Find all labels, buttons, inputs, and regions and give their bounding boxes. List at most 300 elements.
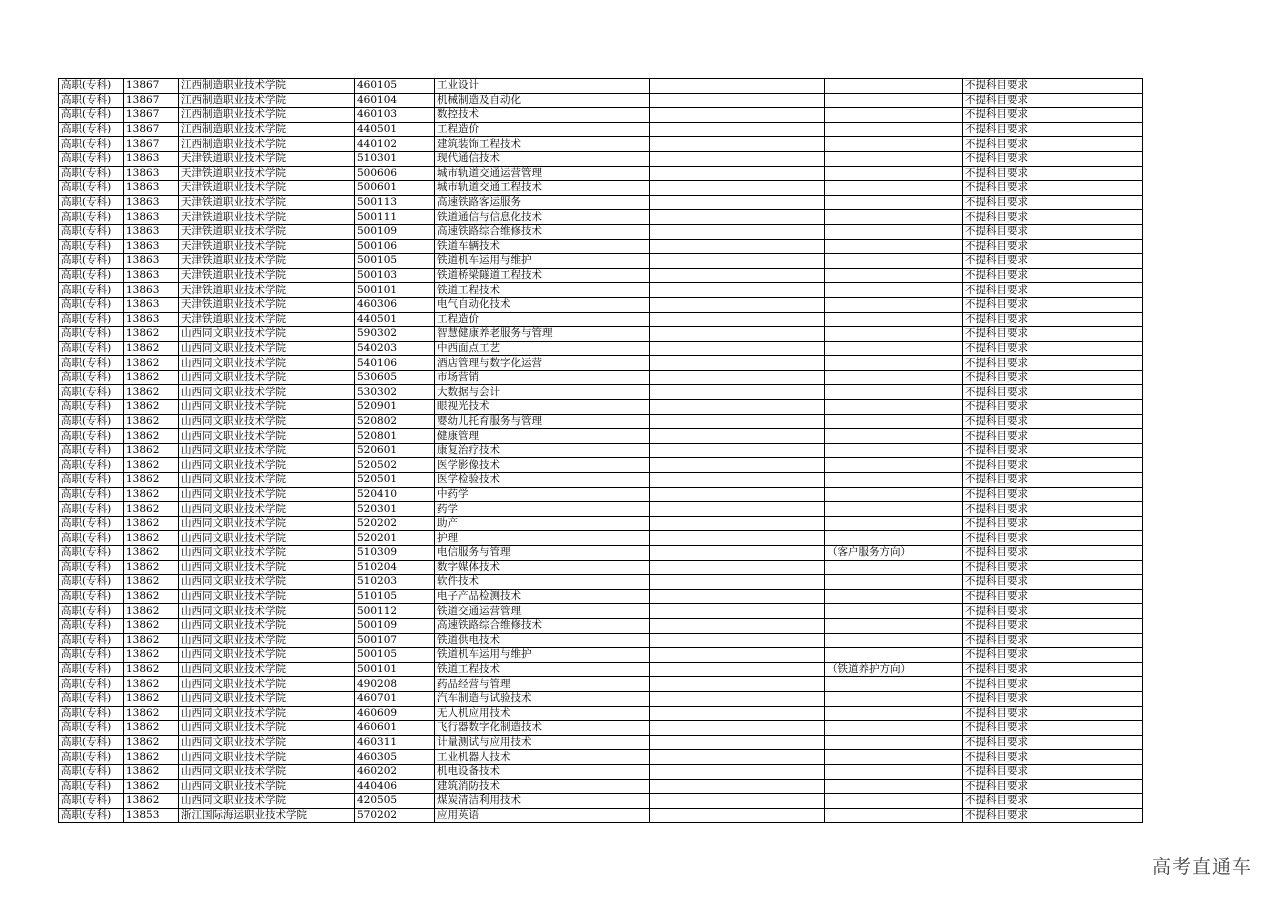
direction-cell bbox=[825, 604, 963, 619]
major-name-cell: 现代通信技术 bbox=[435, 151, 650, 166]
subject-requirement-cell: 不提科目要求 bbox=[963, 458, 1143, 473]
level-cell: 高职(专科) bbox=[59, 79, 124, 94]
direction-cell bbox=[825, 414, 963, 429]
major-name-cell: 铁道工程技术 bbox=[435, 662, 650, 677]
table-row bbox=[59, 779, 1143, 794]
school-name-cell: 山西同文职业技术学院 bbox=[179, 662, 355, 677]
school-code-cell: 13862 bbox=[124, 546, 179, 561]
major-name-cell: 中药学 bbox=[435, 487, 650, 502]
subject-requirement-cell: 不提科目要求 bbox=[963, 546, 1143, 561]
major-code-cell: 460306 bbox=[355, 297, 435, 312]
school-code-cell: 13863 bbox=[124, 312, 179, 327]
major-code-cell: 500105 bbox=[355, 648, 435, 663]
direction-cell bbox=[825, 735, 963, 750]
level-cell: 高职(专科) bbox=[59, 560, 124, 575]
note-cell bbox=[650, 575, 825, 590]
major-name-cell: 高速铁路客运服务 bbox=[435, 195, 650, 210]
major-name-cell: 酒店管理与数字化运营 bbox=[435, 356, 650, 371]
subject-requirement-cell: 不提科目要求 bbox=[963, 677, 1143, 692]
school-name-cell: 山西同文职业技术学院 bbox=[179, 356, 355, 371]
school-name-cell: 天津铁道职业技术学院 bbox=[179, 224, 355, 239]
major-code-cell: 490208 bbox=[355, 677, 435, 692]
major-name-cell: 药学 bbox=[435, 502, 650, 517]
major-code-cell: 500109 bbox=[355, 618, 435, 633]
subject-requirement-cell: 不提科目要求 bbox=[963, 589, 1143, 604]
major-code-cell: 500112 bbox=[355, 604, 435, 619]
school-name-cell: 江西制造职业技术学院 bbox=[179, 122, 355, 137]
note-cell bbox=[650, 210, 825, 225]
direction-cell bbox=[825, 473, 963, 488]
table-row bbox=[59, 473, 1143, 488]
note-cell bbox=[650, 458, 825, 473]
watermark-text: 高考直通车 bbox=[1151, 856, 1252, 878]
level-cell: 高职(专科) bbox=[59, 210, 124, 225]
major-name-cell: 铁道工程技术 bbox=[435, 283, 650, 298]
school-name-cell: 江西制造职业技术学院 bbox=[179, 79, 355, 94]
level-cell: 高职(专科) bbox=[59, 283, 124, 298]
level-cell: 高职(专科) bbox=[59, 414, 124, 429]
school-name-cell: 山西同文职业技术学院 bbox=[179, 633, 355, 648]
school-name-cell: 天津铁道职业技术学院 bbox=[179, 239, 355, 254]
school-code-cell: 13853 bbox=[124, 808, 179, 823]
school-code-cell: 13862 bbox=[124, 750, 179, 765]
school-name-cell: 山西同文职业技术学院 bbox=[179, 648, 355, 663]
major-name-cell: 铁道机车运用与维护 bbox=[435, 254, 650, 269]
table-row bbox=[59, 93, 1143, 108]
level-cell: 高职(专科) bbox=[59, 93, 124, 108]
level-cell: 高职(专科) bbox=[59, 429, 124, 444]
note-cell bbox=[650, 268, 825, 283]
major-name-cell: 机械制造及自动化 bbox=[435, 93, 650, 108]
major-name-cell: 医学影像技术 bbox=[435, 458, 650, 473]
direction-cell bbox=[825, 443, 963, 458]
direction-cell bbox=[825, 254, 963, 269]
direction-cell bbox=[825, 151, 963, 166]
level-cell: 高职(专科) bbox=[59, 779, 124, 794]
note-cell bbox=[650, 633, 825, 648]
table-row bbox=[59, 546, 1143, 561]
level-cell: 高职(专科) bbox=[59, 239, 124, 254]
subject-requirement-cell: 不提科目要求 bbox=[963, 385, 1143, 400]
direction-cell bbox=[825, 706, 963, 721]
subject-requirement-cell: 不提科目要求 bbox=[963, 633, 1143, 648]
level-cell: 高职(专科) bbox=[59, 808, 124, 823]
table-row bbox=[59, 589, 1143, 604]
direction-cell bbox=[825, 122, 963, 137]
note-cell bbox=[650, 400, 825, 415]
note-cell bbox=[650, 122, 825, 137]
major-name-cell: 铁道车辆技术 bbox=[435, 239, 650, 254]
table-row bbox=[59, 429, 1143, 444]
direction-cell bbox=[825, 195, 963, 210]
note-cell bbox=[650, 93, 825, 108]
major-name-cell: 工程造价 bbox=[435, 122, 650, 137]
subject-requirement-cell: 不提科目要求 bbox=[963, 166, 1143, 181]
level-cell: 高职(专科) bbox=[59, 224, 124, 239]
school-code-cell: 13862 bbox=[124, 443, 179, 458]
note-cell bbox=[650, 181, 825, 196]
major-name-cell: 电子产品检测技术 bbox=[435, 589, 650, 604]
table-row bbox=[59, 254, 1143, 269]
table-row bbox=[59, 648, 1143, 663]
table-row bbox=[59, 443, 1143, 458]
level-cell: 高职(专科) bbox=[59, 137, 124, 152]
table-row bbox=[59, 516, 1143, 531]
note-cell bbox=[650, 151, 825, 166]
major-code-cell: 500106 bbox=[355, 239, 435, 254]
direction-cell bbox=[825, 531, 963, 546]
major-name-cell: 高速铁路综合维修技术 bbox=[435, 618, 650, 633]
major-code-cell: 460701 bbox=[355, 691, 435, 706]
direction-cell: （客户服务方向） bbox=[825, 546, 963, 561]
table-body bbox=[59, 79, 1143, 823]
major-code-cell: 520501 bbox=[355, 473, 435, 488]
subject-requirement-cell: 不提科目要求 bbox=[963, 210, 1143, 225]
major-code-cell: 440406 bbox=[355, 779, 435, 794]
direction-cell bbox=[825, 239, 963, 254]
level-cell: 高职(专科) bbox=[59, 662, 124, 677]
subject-requirement-cell: 不提科目要求 bbox=[963, 297, 1143, 312]
table-row bbox=[59, 618, 1143, 633]
note-cell bbox=[650, 589, 825, 604]
school-code-cell: 13862 bbox=[124, 327, 179, 342]
subject-requirement-cell: 不提科目要求 bbox=[963, 735, 1143, 750]
level-cell: 高职(专科) bbox=[59, 443, 124, 458]
major-name-cell: 城市轨道交通工程技术 bbox=[435, 181, 650, 196]
table-row bbox=[59, 414, 1143, 429]
school-name-cell: 山西同文职业技术学院 bbox=[179, 589, 355, 604]
table-row bbox=[59, 706, 1143, 721]
subject-requirement-cell: 不提科目要求 bbox=[963, 108, 1143, 123]
level-cell: 高职(专科) bbox=[59, 312, 124, 327]
subject-requirement-cell: 不提科目要求 bbox=[963, 429, 1143, 444]
table-row bbox=[59, 356, 1143, 371]
note-cell bbox=[650, 706, 825, 721]
school-name-cell: 山西同文职业技术学院 bbox=[179, 706, 355, 721]
school-code-cell: 13862 bbox=[124, 473, 179, 488]
school-code-cell: 13862 bbox=[124, 429, 179, 444]
major-code-cell: 460103 bbox=[355, 108, 435, 123]
school-name-cell: 江西制造职业技术学院 bbox=[179, 137, 355, 152]
table-row bbox=[59, 691, 1143, 706]
subject-requirement-cell: 不提科目要求 bbox=[963, 341, 1143, 356]
school-name-cell: 山西同文职业技术学院 bbox=[179, 516, 355, 531]
note-cell bbox=[650, 604, 825, 619]
table-row bbox=[59, 312, 1143, 327]
school-name-cell: 山西同文职业技术学院 bbox=[179, 764, 355, 779]
school-name-cell: 天津铁道职业技术学院 bbox=[179, 268, 355, 283]
subject-requirement-cell: 不提科目要求 bbox=[963, 808, 1143, 823]
note-cell bbox=[650, 137, 825, 152]
subject-requirement-cell: 不提科目要求 bbox=[963, 706, 1143, 721]
major-code-cell: 520801 bbox=[355, 429, 435, 444]
major-name-cell: 计量测试与应用技术 bbox=[435, 735, 650, 750]
school-code-cell: 13863 bbox=[124, 283, 179, 298]
school-name-cell: 天津铁道职业技术学院 bbox=[179, 151, 355, 166]
subject-requirement-cell: 不提科目要求 bbox=[963, 516, 1143, 531]
school-code-cell: 13862 bbox=[124, 604, 179, 619]
school-name-cell: 山西同文职业技术学院 bbox=[179, 385, 355, 400]
school-name-cell: 山西同文职业技术学院 bbox=[179, 429, 355, 444]
major-code-cell: 500105 bbox=[355, 254, 435, 269]
subject-requirement-cell: 不提科目要求 bbox=[963, 662, 1143, 677]
subject-requirement-cell: 不提科目要求 bbox=[963, 487, 1143, 502]
subject-requirement-cell: 不提科目要求 bbox=[963, 502, 1143, 517]
major-code-cell: 510301 bbox=[355, 151, 435, 166]
table-row bbox=[59, 662, 1143, 677]
school-name-cell: 山西同文职业技术学院 bbox=[179, 794, 355, 809]
direction-cell bbox=[825, 268, 963, 283]
table-row bbox=[59, 808, 1143, 823]
table-row bbox=[59, 224, 1143, 239]
note-cell bbox=[650, 560, 825, 575]
direction-cell bbox=[825, 327, 963, 342]
subject-requirement-cell: 不提科目要求 bbox=[963, 122, 1143, 137]
note-cell bbox=[650, 487, 825, 502]
subject-requirement-cell: 不提科目要求 bbox=[963, 283, 1143, 298]
note-cell bbox=[650, 239, 825, 254]
subject-requirement-cell: 不提科目要求 bbox=[963, 443, 1143, 458]
level-cell: 高职(专科) bbox=[59, 648, 124, 663]
major-name-cell: 建筑装饰工程技术 bbox=[435, 137, 650, 152]
note-cell bbox=[650, 224, 825, 239]
note-cell bbox=[650, 195, 825, 210]
major-code-cell: 520901 bbox=[355, 400, 435, 415]
subject-requirement-cell: 不提科目要求 bbox=[963, 648, 1143, 663]
major-name-cell: 婴幼儿托育服务与管理 bbox=[435, 414, 650, 429]
subject-requirement-cell: 不提科目要求 bbox=[963, 400, 1143, 415]
school-name-cell: 山西同文职业技术学院 bbox=[179, 443, 355, 458]
direction-cell bbox=[825, 283, 963, 298]
major-code-cell: 500109 bbox=[355, 224, 435, 239]
school-name-cell: 山西同文职业技术学院 bbox=[179, 575, 355, 590]
major-name-cell: 大数据与会计 bbox=[435, 385, 650, 400]
school-name-cell: 天津铁道职业技术学院 bbox=[179, 195, 355, 210]
level-cell: 高职(专科) bbox=[59, 721, 124, 736]
major-name-cell: 智慧健康养老服务与管理 bbox=[435, 327, 650, 342]
school-code-cell: 13862 bbox=[124, 735, 179, 750]
level-cell: 高职(专科) bbox=[59, 735, 124, 750]
major-name-cell: 助产 bbox=[435, 516, 650, 531]
subject-requirement-cell: 不提科目要求 bbox=[963, 575, 1143, 590]
major-code-cell: 500113 bbox=[355, 195, 435, 210]
note-cell bbox=[650, 283, 825, 298]
major-code-cell: 500107 bbox=[355, 633, 435, 648]
level-cell: 高职(专科) bbox=[59, 400, 124, 415]
table-row bbox=[59, 122, 1143, 137]
major-name-cell: 电信服务与管理 bbox=[435, 546, 650, 561]
direction-cell bbox=[825, 516, 963, 531]
level-cell: 高职(专科) bbox=[59, 750, 124, 765]
note-cell bbox=[650, 764, 825, 779]
level-cell: 高职(专科) bbox=[59, 195, 124, 210]
major-name-cell: 工业机器人技术 bbox=[435, 750, 650, 765]
table-row bbox=[59, 108, 1143, 123]
note-cell bbox=[650, 108, 825, 123]
note-cell bbox=[650, 516, 825, 531]
major-name-cell: 城市轨道交通运营管理 bbox=[435, 166, 650, 181]
subject-requirement-cell: 不提科目要求 bbox=[963, 473, 1143, 488]
admission-table bbox=[58, 78, 1143, 823]
school-name-cell: 山西同文职业技术学院 bbox=[179, 414, 355, 429]
direction-cell bbox=[825, 181, 963, 196]
level-cell: 高职(专科) bbox=[59, 589, 124, 604]
school-name-cell: 天津铁道职业技术学院 bbox=[179, 312, 355, 327]
table-row bbox=[59, 370, 1143, 385]
school-code-cell: 13863 bbox=[124, 254, 179, 269]
school-code-cell: 13862 bbox=[124, 764, 179, 779]
school-code-cell: 13862 bbox=[124, 341, 179, 356]
school-code-cell: 13863 bbox=[124, 297, 179, 312]
school-code-cell: 13862 bbox=[124, 458, 179, 473]
direction-cell bbox=[825, 93, 963, 108]
school-code-cell: 13862 bbox=[124, 633, 179, 648]
major-name-cell: 软件技术 bbox=[435, 575, 650, 590]
subject-requirement-cell: 不提科目要求 bbox=[963, 779, 1143, 794]
school-name-cell: 天津铁道职业技术学院 bbox=[179, 297, 355, 312]
major-code-cell: 510105 bbox=[355, 589, 435, 604]
school-name-cell: 山西同文职业技术学院 bbox=[179, 341, 355, 356]
major-code-cell: 420505 bbox=[355, 794, 435, 809]
subject-requirement-cell: 不提科目要求 bbox=[963, 239, 1143, 254]
table-row bbox=[59, 604, 1143, 619]
school-code-cell: 13863 bbox=[124, 210, 179, 225]
subject-requirement-cell: 不提科目要求 bbox=[963, 312, 1143, 327]
major-code-cell: 520601 bbox=[355, 443, 435, 458]
subject-requirement-cell: 不提科目要求 bbox=[963, 721, 1143, 736]
major-code-cell: 500101 bbox=[355, 283, 435, 298]
level-cell: 高职(专科) bbox=[59, 181, 124, 196]
subject-requirement-cell: 不提科目要求 bbox=[963, 93, 1143, 108]
major-code-cell: 460601 bbox=[355, 721, 435, 736]
major-name-cell: 工程造价 bbox=[435, 312, 650, 327]
table-row bbox=[59, 502, 1143, 517]
major-name-cell: 电气自动化技术 bbox=[435, 297, 650, 312]
direction-cell bbox=[825, 808, 963, 823]
school-name-cell: 山西同文职业技术学院 bbox=[179, 487, 355, 502]
table-row bbox=[59, 283, 1143, 298]
major-code-cell: 520410 bbox=[355, 487, 435, 502]
level-cell: 高职(专科) bbox=[59, 546, 124, 561]
table-row bbox=[59, 137, 1143, 152]
table-row bbox=[59, 560, 1143, 575]
note-cell bbox=[650, 677, 825, 692]
school-name-cell: 山西同文职业技术学院 bbox=[179, 691, 355, 706]
subject-requirement-cell: 不提科目要求 bbox=[963, 79, 1143, 94]
school-name-cell: 天津铁道职业技术学院 bbox=[179, 283, 355, 298]
school-name-cell: 山西同文职业技术学院 bbox=[179, 546, 355, 561]
level-cell: 高职(专科) bbox=[59, 691, 124, 706]
subject-requirement-cell: 不提科目要求 bbox=[963, 254, 1143, 269]
level-cell: 高职(专科) bbox=[59, 327, 124, 342]
note-cell bbox=[650, 648, 825, 663]
school-code-cell: 13863 bbox=[124, 224, 179, 239]
major-name-cell: 数控技术 bbox=[435, 108, 650, 123]
school-code-cell: 13862 bbox=[124, 370, 179, 385]
level-cell: 高职(专科) bbox=[59, 473, 124, 488]
major-name-cell: 工业设计 bbox=[435, 79, 650, 94]
table-row bbox=[59, 79, 1143, 94]
table-row bbox=[59, 721, 1143, 736]
direction-cell bbox=[825, 210, 963, 225]
level-cell: 高职(专科) bbox=[59, 254, 124, 269]
school-name-cell: 山西同文职业技术学院 bbox=[179, 604, 355, 619]
school-code-cell: 13862 bbox=[124, 618, 179, 633]
subject-requirement-cell: 不提科目要求 bbox=[963, 794, 1143, 809]
note-cell bbox=[650, 443, 825, 458]
major-code-cell: 500606 bbox=[355, 166, 435, 181]
school-name-cell: 山西同文职业技术学院 bbox=[179, 327, 355, 342]
major-code-cell: 530302 bbox=[355, 385, 435, 400]
major-name-cell: 康复治疗技术 bbox=[435, 443, 650, 458]
table-row bbox=[59, 210, 1143, 225]
note-cell bbox=[650, 794, 825, 809]
table-row bbox=[59, 735, 1143, 750]
school-name-cell: 山西同文职业技术学院 bbox=[179, 400, 355, 415]
table-row bbox=[59, 750, 1143, 765]
major-name-cell: 眼视光技术 bbox=[435, 400, 650, 415]
note-cell bbox=[650, 370, 825, 385]
major-name-cell: 飞行器数字化制造技术 bbox=[435, 721, 650, 736]
table-row bbox=[59, 633, 1143, 648]
school-code-cell: 13862 bbox=[124, 560, 179, 575]
table-row bbox=[59, 181, 1143, 196]
table-row bbox=[59, 458, 1143, 473]
major-name-cell: 数字媒体技术 bbox=[435, 560, 650, 575]
level-cell: 高职(专科) bbox=[59, 370, 124, 385]
level-cell: 高职(专科) bbox=[59, 516, 124, 531]
major-code-cell: 440501 bbox=[355, 312, 435, 327]
level-cell: 高职(专科) bbox=[59, 531, 124, 546]
school-name-cell: 山西同文职业技术学院 bbox=[179, 560, 355, 575]
subject-requirement-cell: 不提科目要求 bbox=[963, 137, 1143, 152]
direction-cell bbox=[825, 589, 963, 604]
direction-cell bbox=[825, 429, 963, 444]
major-name-cell: 无人机应用技术 bbox=[435, 706, 650, 721]
school-name-cell: 山西同文职业技术学院 bbox=[179, 531, 355, 546]
major-code-cell: 460104 bbox=[355, 93, 435, 108]
table-row bbox=[59, 327, 1143, 342]
subject-requirement-cell: 不提科目要求 bbox=[963, 560, 1143, 575]
major-code-cell: 460311 bbox=[355, 735, 435, 750]
subject-requirement-cell: 不提科目要求 bbox=[963, 356, 1143, 371]
school-code-cell: 13862 bbox=[124, 794, 179, 809]
direction-cell bbox=[825, 575, 963, 590]
direction-cell bbox=[825, 137, 963, 152]
level-cell: 高职(专科) bbox=[59, 677, 124, 692]
school-code-cell: 13867 bbox=[124, 122, 179, 137]
direction-cell bbox=[825, 400, 963, 415]
table-row bbox=[59, 166, 1143, 181]
level-cell: 高职(专科) bbox=[59, 618, 124, 633]
major-code-cell: 460202 bbox=[355, 764, 435, 779]
school-code-cell: 13863 bbox=[124, 268, 179, 283]
major-code-cell: 500101 bbox=[355, 662, 435, 677]
school-name-cell: 山西同文职业技术学院 bbox=[179, 502, 355, 517]
subject-requirement-cell: 不提科目要求 bbox=[963, 691, 1143, 706]
direction-cell bbox=[825, 385, 963, 400]
level-cell: 高职(专科) bbox=[59, 297, 124, 312]
note-cell bbox=[650, 254, 825, 269]
major-code-cell: 530605 bbox=[355, 370, 435, 385]
school-code-cell: 13862 bbox=[124, 648, 179, 663]
major-code-cell: 520201 bbox=[355, 531, 435, 546]
school-code-cell: 13862 bbox=[124, 589, 179, 604]
table-row bbox=[59, 385, 1143, 400]
school-code-cell: 13863 bbox=[124, 239, 179, 254]
direction-cell bbox=[825, 794, 963, 809]
major-name-cell: 铁道机车运用与维护 bbox=[435, 648, 650, 663]
